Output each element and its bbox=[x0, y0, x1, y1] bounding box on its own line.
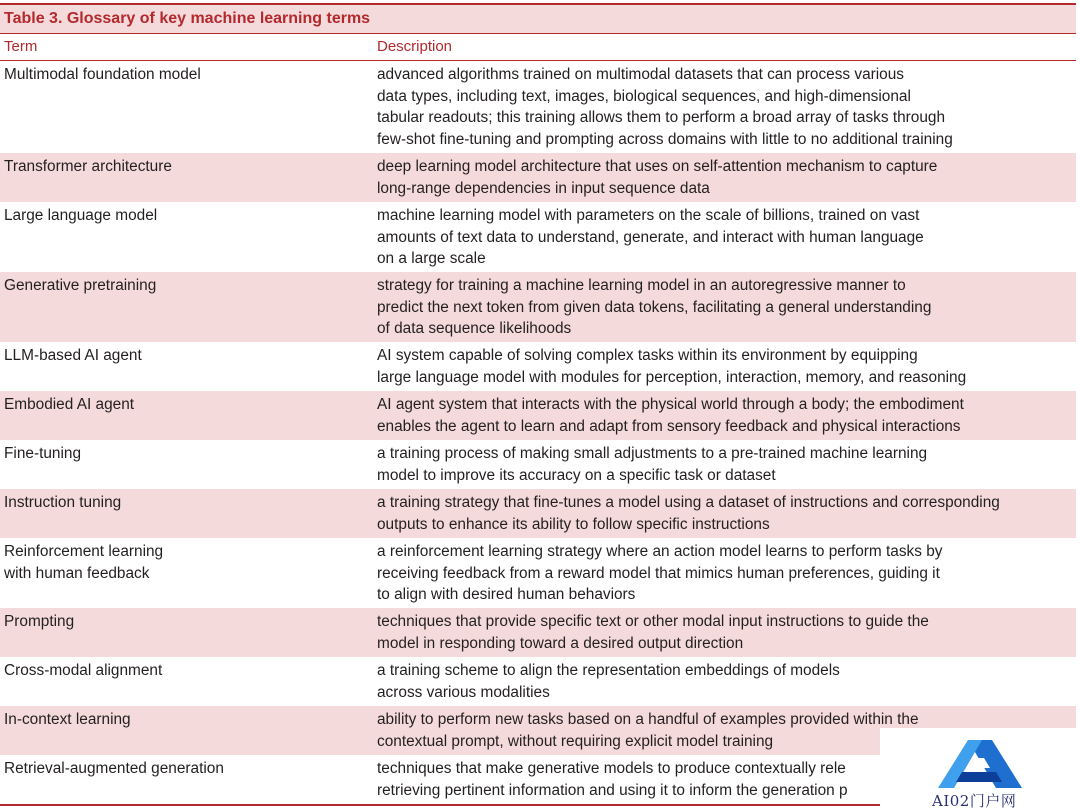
description-text: across various modalities bbox=[377, 683, 550, 701]
table-header bbox=[0, 34, 1076, 61]
description-cell bbox=[373, 611, 1076, 657]
description-text: advanced algorithms trained on multimodal datasets that can process various bbox=[377, 66, 904, 83]
description-cell bbox=[373, 64, 1076, 153]
term-cell bbox=[0, 660, 373, 706]
term-text: with human feedback bbox=[4, 564, 150, 582]
term-text: Instruction tuning bbox=[4, 494, 122, 511]
term-text: Large language model bbox=[4, 207, 158, 224]
term-cell bbox=[0, 345, 373, 391]
term-cell bbox=[0, 611, 373, 657]
description-text: ability to perform new tasks based on a handful of examples provided within the bbox=[377, 711, 919, 728]
description-text: tabular readouts; this training allows them to perform a broad array of tasks through bbox=[377, 109, 946, 126]
description-cell bbox=[373, 660, 1076, 706]
description-text: AI system capable of solving complex tasks within its environment by equipping bbox=[377, 347, 918, 364]
description-text: techniques that provide specific text or other modal input instructions to guide the bbox=[377, 613, 929, 630]
description-text: a training process of making small adjustments to a pre-trained machine learning bbox=[377, 445, 928, 462]
description-text: predict the next token from given data tokens, facilitating a general understanding bbox=[377, 298, 932, 316]
table-row bbox=[0, 608, 1076, 657]
term-cell bbox=[0, 541, 373, 608]
term-cell bbox=[0, 443, 373, 489]
description-cell bbox=[373, 492, 1076, 538]
header-description: Description bbox=[377, 38, 453, 55]
table-caption: Table 3. Glossary of key machine learning terms bbox=[0, 5, 1076, 33]
description-cell bbox=[373, 205, 1076, 272]
description-text: outputs to enhance its ability to follow specific instructions bbox=[377, 515, 770, 533]
term-text: Generative pretraining bbox=[4, 277, 157, 294]
description-text: retrieving pertinent information and using it to inform the generation p bbox=[377, 781, 848, 799]
description-text: to align with desired human behaviors bbox=[377, 586, 636, 603]
header-term: Term bbox=[4, 38, 38, 55]
watermark bbox=[880, 728, 1080, 809]
term-cell bbox=[0, 758, 373, 804]
description-text: enables the agent to learn and adapt from sensory feedback and physical interactions bbox=[377, 417, 961, 435]
term-text: Cross-modal alignment bbox=[4, 662, 163, 679]
term-cell bbox=[0, 64, 373, 153]
description-cell bbox=[373, 541, 1076, 608]
description-text: data types, including text, images, biological sequences, and high-dimensional bbox=[377, 87, 911, 105]
description-cell bbox=[373, 443, 1076, 489]
table-row bbox=[0, 440, 1076, 489]
table-row bbox=[0, 153, 1076, 202]
term-text: Reinforcement learning bbox=[4, 543, 164, 560]
term-cell bbox=[0, 156, 373, 202]
description-text: large language model with modules for perception, interaction, memory, and reasoning bbox=[377, 368, 967, 386]
description-text: of data sequence likelihoods bbox=[377, 320, 572, 337]
description-text: machine learning model with parameters on the scale of billions, trained on vast bbox=[377, 207, 920, 224]
table-row bbox=[0, 657, 1076, 706]
table-row bbox=[0, 61, 1076, 153]
term-text: LLM-based AI agent bbox=[4, 347, 142, 364]
term-cell bbox=[0, 275, 373, 342]
description-text: strategy for training a machine learning model in an autoregressive manner to bbox=[377, 277, 906, 294]
description-text: a training strategy that fine-tunes a model using a dataset of instructions and corresponding bbox=[377, 494, 1000, 511]
description-text: model in responding toward a desired output direction bbox=[377, 634, 744, 652]
description-text: on a large scale bbox=[377, 250, 486, 267]
description-cell bbox=[373, 394, 1076, 440]
description-text: model to improve its accuracy on a specific task or dataset bbox=[377, 466, 776, 484]
description-text: deep learning model architecture that uses on self-attention mechanism to capture bbox=[377, 158, 938, 175]
description-text: amounts of text data to understand, generate, and interact with human language bbox=[377, 228, 924, 246]
term-text: Prompting bbox=[4, 613, 75, 630]
description-text: a training scheme to align the representation embeddings of models bbox=[377, 662, 840, 679]
triangle-a-logo-icon bbox=[938, 738, 1022, 788]
description-text: long-range dependencies in input sequence data bbox=[377, 179, 710, 197]
term-text: Embodied AI agent bbox=[4, 396, 135, 413]
description-cell bbox=[373, 345, 1076, 391]
term-cell bbox=[0, 709, 373, 755]
watermark-text: AI02门户网 bbox=[932, 792, 1017, 809]
term-text: Transformer architecture bbox=[4, 158, 172, 175]
table-row bbox=[0, 489, 1076, 538]
glossary-table bbox=[0, 3, 1076, 806]
description-text: contextual prompt, without requiring explicit model training bbox=[377, 732, 774, 750]
term-text: Multimodal foundation model bbox=[4, 66, 201, 83]
description-text: receiving feedback from a reward model that mimics human preferences, guiding it bbox=[377, 564, 940, 582]
description-text: techniques that make generative models to produce contextually rele bbox=[377, 760, 846, 777]
description-text: AI agent system that interacts with the physical world through a body; the embodiment bbox=[377, 396, 964, 413]
term-cell bbox=[0, 205, 373, 272]
description-text: a reinforcement learning strategy where an action model learns to perform tasks by bbox=[377, 543, 943, 560]
term-text: In-context learning bbox=[4, 711, 131, 728]
table-row bbox=[0, 202, 1076, 272]
table-row bbox=[0, 391, 1076, 440]
table-body bbox=[0, 61, 1076, 804]
table-row bbox=[0, 272, 1076, 342]
term-cell bbox=[0, 394, 373, 440]
description-cell bbox=[373, 156, 1076, 202]
table-row bbox=[0, 538, 1076, 608]
term-cell bbox=[0, 492, 373, 538]
description-text: few-shot fine-tuning and prompting across domains with little to no additional training bbox=[377, 130, 953, 148]
table-row bbox=[0, 342, 1076, 391]
description-cell bbox=[373, 275, 1076, 342]
term-text: Retrieval-augmented generation bbox=[4, 760, 224, 777]
term-text: Fine-tuning bbox=[4, 445, 81, 462]
